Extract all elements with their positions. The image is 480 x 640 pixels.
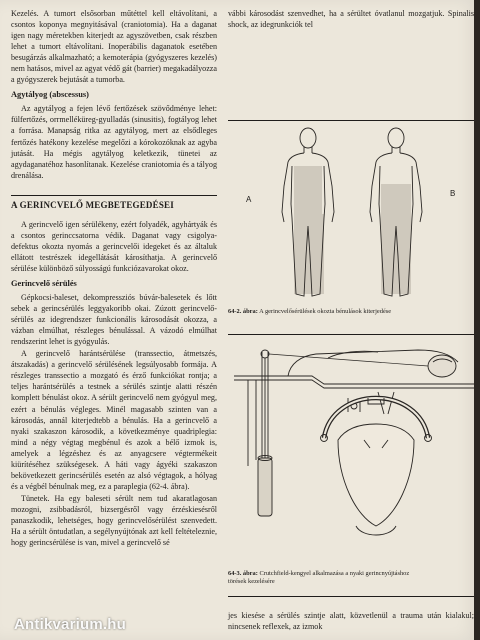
figure-label-a: A [246,195,252,204]
paragraph-serules-2: A gerincvelő harántsérülése (transsectio, átmetszés, átszakadás) a gerincvelő sérülésének legsúlyosabb formája. A részleges transsectio a mozgató és érző funkciókat rontja; a teljes harántsérülés a testnek a sérülés szintje alatti részén komplett bénulást okoz. A sérült gerincvelő nem gyógyul meg, ezért a bénulás végleges. Minél magasabb szinten van a károsodás, annál kiterjedtebb a bénulás. Ha a gerincvelő a nyaki szakaszon károsodik, a következménye quadriplegia: mind a négy végtag megbénul és azok a bélő izmok is, amelyek a légzéshez és az anyagcsere végtermékeit kiürítéséhez szükségesek. A háti vagy ágyéki szakaszon bekövetkezett gerincsérülés esetén az alsó végtagok, a hólyag és a végbél bénulnak meg, ez a paraplegia (62-4. ábra). [11,349,217,491]
figure-2-caption-text: Crutchfield-kengyel alkalmazása a nyaki gerincnyújtáshoz törések kezelésére [228,570,410,585]
figure-1-number: 64-2. ábra: [228,308,258,315]
right-bottom-text: jes kiesése a sérülés szintje alatt, közvetlenül a trauma után kialakul; nincsenek reflexek, az izmok [228,611,474,632]
paragraph-tunetek: Tünetek. Ha egy baleseti sérült nem tud akaratlagosan mozogni, zsibbadásról, bizsergésről vagy érzéskiesésről panaszkodik, lehetséges, hogy gerincvelősérülést szenvedett. Ha a sérült öntudatlan, a segélynyújtónak azt kell feltételeznie, hogy gerincsérülése is van, mivel a gerincvelő sé [11,493,217,548]
heading-agytalyog: Agytályog (abscessus) [11,90,89,100]
figure-1-caption [228,308,398,316]
page-edge-shadow [474,0,480,640]
heading-gerincvelo-serules: Gerincvelő sérülés [11,278,77,288]
paragraph-serules-1: Gépkocsi-baleset, dekompressziós búvár-balesetek és lőtt sebek a gerincsérülés leggyakoribb okai. Zúzott gerincvelő-sérülés az idegrendszer funkcionális károsodását okozza, a vázban elmúlhat, részleges bénulással. A vázodó elmúlhat rendszerint lehet is gyógyulás. [11,293,217,347]
paragraph-gerincvelo: A gerincvelő igen sérülékeny, ezért folyadék, agyhártyák és a csontos gerinccsatorna védik. Daganat vagy csigolya-defektus okozta nyomás a gerincvelői idegeket és az általuk ellátott testrészek idegellátását károsíthatja. A gerincvelő sérülése különböző súlyosságú funkciózavarokat okoz. [11,219,217,273]
chapter-title: A GERINCVELŐ MEGBETEGEDÉSEI [11,195,217,211]
body-figure-b [370,128,422,296]
figure-1-top-rule [228,120,474,121]
right-top-text: vábbi károsodást szenvedhet, ha a sérültet óvatlanul mozgatjuk. Spinalis shock, az idegrunkciók tel [228,9,474,30]
figure-2-number: 64-3. ábra: [228,570,258,577]
watermark-text: Antikvarium.hu [14,616,126,633]
figure-label-b: B [450,189,456,198]
body-figure-a [282,128,334,296]
figure-2-caption [228,570,418,586]
figure-2-top-rule [228,334,474,335]
right-column-top [228,8,474,30]
left-column [11,8,217,636]
figure-2-bottom-rule [228,596,474,597]
figure-paralysis-bodies [228,126,474,304]
paragraph-kezeles: Kezelés. A tumort elsősorban műtéttel kell eltávolítani, a csontos koponya megnyitásával (craniotomia). Ha a daganat igen nagy méretekben kiterjedt az agyszövetben, csak részben lehet a tumort eltávolítani. Inoperábilis daganatok esetében besugárzás alkalmazható; a kemoterápia (gyógyszeres kezelés) nem hatásos, mivel az agyat védő gát (barrier) megakadályozza a gyógyszerek bejutását a tumorba. [11,9,217,85]
paragraph-agytalyog: Az agytályog a fejen lévő fertőzések szövődménye lehet: fülfertőzés, orrmelléküreg-gyulladás (sinusitis), fogtályog lehet a forrása. Manapság ritka az agytályog, mert az elsődleges fertőzés hatékony kezelése megelőzi a kórokozóknak az agyba jutását. Ha mégis agytályog keletkezik, tünetei az agydaganatéhoz hasonlítanak. Kezelése craniotomia és a tályog drenálása. [11,104,217,180]
figure-crutchfield-traction [228,340,474,552]
figure-1-caption-text: A gerincvelősérülések okozta bénulások kiterjedése [259,308,392,315]
